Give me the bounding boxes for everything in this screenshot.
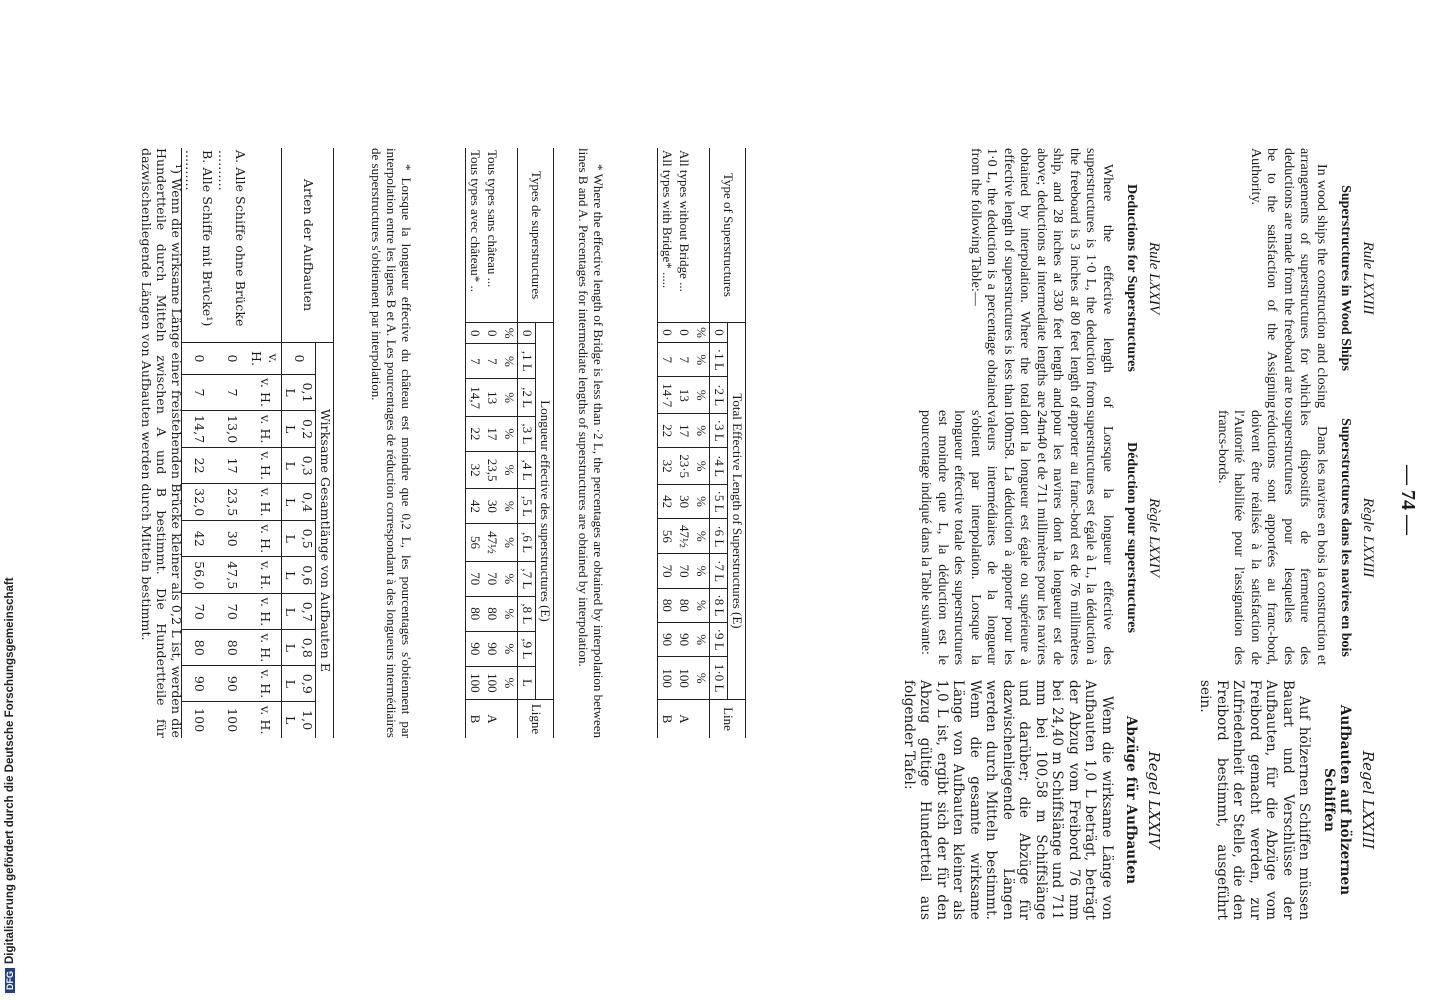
column-header: 0,3 L [282,448,316,484]
cell: 90 [675,623,692,657]
cell: 7 [483,344,500,379]
cell: 13,0 [215,411,248,448]
cell: 32 [658,448,676,485]
column-header: ·2 L [710,377,728,414]
cell: 80 [658,588,676,622]
rule74-french [917,410,1162,665]
cell: 90 [215,666,248,702]
column-header: 0,6 L [282,557,316,594]
rule74-en-number: Rule LXXIV [1146,241,1162,315]
cell: 14,7 [182,411,216,448]
table-de-footnote: ¹) Wenn die wirksame Länge einer freistehenden Brücke kleiner als 0,2 L ist, werden die Hundertteile durch Mitteln zwischen A und B bestimmt. Die Hundertteile für dazwischenliegende Längen von Aufbauten werden durch Mitteln bestimmt. [139,148,184,738]
column-header: 1,0 L [283,710,315,731]
cell: 70 [483,561,500,596]
column-header: ·5 L [710,484,728,518]
rule73-fr-title: Superstructures dans les navires en bois [1338,418,1354,657]
column-header: 0,4 L [282,484,316,521]
unit-cell: % [692,323,710,343]
column-header: 0,7 L [282,594,316,630]
dfg-logo: DFG [5,968,15,993]
rule74-german [901,680,1163,920]
column-header: 0,2 L [282,411,316,448]
table-fr-line-header: Ligne [518,700,554,739]
cell: 100 [659,668,675,688]
table-de-type-header: Arten der Aufbauten [282,148,334,343]
rule73-fr-body: Dans les navires en bois la construction et les dispositifs de fermeture des superstructures pour lesquelles des réductions sont apportées au franc-bord, doivent être réalisés à la satisfaction de l'Autorité habilitée pour l'assignation des francs-bords. [1215,410,1329,665]
cell: 100 [467,673,483,693]
unit-cell: v. H. [248,448,282,484]
cell: 47½ [483,524,500,561]
rule73-german [1197,680,1376,920]
table-fr-footnote: * Lorsque la longueur effective du château est moindre que 0,2 L, les pourcentages s'obtiennent par interpolation entre les lignes B et A. Les pourcentages de réduction correspondant à des longueurs intermédiaires de superstructures s'obtiennent par interpolation. [369,148,414,738]
table-en-type-header: Type of Superstructures [710,148,746,323]
rule74-fr-body: Lorsque la longueur effective des superstructures est égale à L, la déduction à apporter au franc-bord est de 76 millimètres pour les navires dont la longueur est de 24m40 et de 711 millimètres pour les navires dont la longueur est égale ou supérieure à 100m58. La déduction à apporter pour les valeurs intermédiaires de la longueur s'obtient par interpolation. Lorsque la longueur effective totale des superstructures est moindre que L, la déduction est le pourcentage indiqué dans la Table suivante: [918,410,1115,665]
row-label: Tous types avec château* .. [466,148,484,323]
rule73-de-body: Auf hölzernen Schiffen müssen Bauart und Verschlüsse der Aufbauten, für die Abzüge vom Freibord gemacht werden, zur Zufriedenheit der Stelle, die den Freibord bestimmt, ausgeführt sein. [1197,680,1313,920]
unit-cell: % [500,344,518,379]
unit-cell: v. H. [248,343,282,375]
rule73-de-number: Regel LXXIII [1359,750,1377,850]
cell: 32 [466,451,484,488]
cell: 30 [483,489,500,524]
column-header: ·1 L [710,343,728,377]
column-header: ,1 L [518,344,536,379]
column-header: ,4 L [518,451,536,488]
row-label: All types with Bridge* ..... [658,148,676,323]
rule73-de-title: Aufbauten auf hölzernen Schiffen [1321,704,1354,896]
unit-cell: % [500,416,518,451]
cell: 56,0 [182,557,216,594]
rule73-fr-number: Règle LXXIII [1360,497,1376,578]
table-row [483,148,500,738]
column-header: ·9 L [710,623,728,657]
unit-cell: v. H. [248,521,282,557]
cell: 7 [182,375,216,411]
column-header: ·4 L [710,448,728,485]
rule74-fr-title: Déduction pour superstructures [1124,442,1140,633]
table-row [215,148,248,738]
column-header: 1·0 L [711,663,727,693]
table-en-footnote: * Where the effective length of Bridge is less than ·2 L, the percentages are obtained by interpolation between lines B and A. Percentages for intermediate lengths of superstructures are obtained by interpolation. [576,148,606,738]
column-header: ,5 L [518,489,536,524]
row-label: B. Alle Schiffe mit Brücke¹) .......... [182,148,216,343]
row-label: All types without Bridge ... [675,148,692,323]
unit-cell: % [692,588,710,622]
rule74-fr-number: Règle LXXIV [1146,498,1162,577]
digitization-credit-text: Digitalisierung gefördert durch die Deutsche Forschungsgemeinschaft [4,577,16,964]
column-header: ·7 L [710,554,728,588]
cell: 80 [182,630,216,666]
cell: 100 [224,708,240,733]
cell: 22 [658,414,676,448]
cell: 47,5 [215,557,248,594]
rule73-en-title: Superstructures in Wood Ships [1338,185,1354,371]
cell: 70 [675,554,692,588]
table-row [675,148,692,738]
unit-cell: % [692,414,710,448]
column-header: 0,8 L [282,630,316,666]
cell: 14,7 [466,379,484,416]
column-header: 0,1 L [282,375,316,411]
column-header: ,9 L [518,631,536,666]
column-header: 0 [710,323,728,343]
cell: 17 [215,448,248,484]
unit-cell: % [501,677,517,689]
cell: 7 [215,375,248,411]
cell: 90 [483,631,500,666]
cell: 42 [466,489,484,524]
column-header: ·6 L [710,519,728,554]
column-header: 0,5 L [282,521,316,557]
cell: 23·5 [675,448,692,485]
table-fr-group-header: Longueur effective des superstructures (E) [536,323,554,700]
cell: 17 [675,414,692,448]
unit-cell: % [500,489,518,524]
cell: 56 [658,519,676,554]
row-label: A. Alle Schiffe ohne Brücke .......... [215,148,248,343]
table-de-group-header: Wirksame Gesamtlänge von Aufbauten E [316,343,334,739]
rule74-en-title: Deductions for Superstructures [1124,184,1140,372]
column-header: ·3 L [710,414,728,448]
cell: 70 [182,594,216,630]
cell: 13 [675,377,692,414]
cell: 13 [483,379,500,416]
unit-cell: % [693,672,709,684]
unit-cell: % [692,448,710,485]
unit-cell: % [692,484,710,518]
table-row [658,148,676,738]
cell: 30 [675,484,692,518]
cell: 100 [484,673,500,693]
column-header: ·8 L [710,588,728,622]
cell: 32,0 [182,484,216,521]
cell: 14·7 [658,377,676,414]
unit-cell: v. H. [257,705,273,735]
table-german [181,148,334,738]
cell: 7 [675,343,692,377]
rule74-english [967,148,1163,408]
column-header: ,2 L [518,379,536,416]
table-fr-unit-row [500,148,518,738]
rule73-en-body: In wood ships the construction and closing arrangements of superstructures for which deductions are made from the freeboard are to be to the satisfaction of the Assigning Authority. [1248,148,1329,408]
column-header: 0,9 L [282,666,316,702]
unit-cell: % [500,451,518,488]
unit-cell: % [500,596,518,631]
rule73-french [1214,410,1377,665]
rule74-de-title: Abzüge für Aufbauten [1123,715,1140,885]
cell: 42 [658,484,676,518]
unit-cell: % [500,631,518,666]
column-header: L [519,678,535,687]
table-row [466,148,484,738]
column-header: ,3 L [518,416,536,451]
cell: 90 [466,631,484,666]
table-english [657,148,746,738]
unit-cell: % [692,377,710,414]
cell: 80 [466,596,484,631]
unit-cell: v. H. [248,594,282,630]
table-en-group-header: Total Effective Length of Superstructures (E) [728,323,746,700]
cell: 7 [658,343,676,377]
rule73-english [1247,148,1377,408]
cell: 22 [466,416,484,451]
cell: 80 [675,588,692,622]
unit-cell: v. H. [248,630,282,666]
cell: 70 [658,554,676,588]
unit-cell: % [500,561,518,596]
column-header: 0 [282,343,316,375]
unit-cell: v. H. [248,411,282,448]
unit-cell: % [500,379,518,416]
line-cell: B [658,700,676,739]
unit-cell: v. H. [248,666,282,702]
cell: 100 [676,668,692,688]
column-header: ,7 L [518,561,536,596]
unit-cell: % [692,623,710,657]
rule74-de-number: Regel LXXIV [1145,751,1163,849]
cell: 56 [466,524,484,561]
cell: 17 [483,416,500,451]
cell: 7 [466,344,484,379]
cell: 0 [483,323,500,344]
table-de-unit-row [248,148,282,738]
table-en-line-header: Line [710,700,746,739]
unit-cell: v. H. [248,484,282,521]
unit-cell: v. H. [248,375,282,411]
cell: 100 [191,708,207,733]
cell: 90 [658,623,676,657]
line-cell: A [483,700,500,739]
cell: 22 [182,448,216,484]
cell: 0 [215,343,248,375]
table-row [182,148,216,738]
cell: 0 [658,323,676,343]
unit-cell: % [692,519,710,554]
unit-cell: % [692,554,710,588]
column-header: ,6 L [518,524,536,561]
unit-cell: % [692,343,710,377]
rule74-de-body: Wenn die wirksame Länge von Aufbauten 1,0 L beträgt, beträgt der Abzug vom Freibord 76 mm bei 24,40 m Schiffslänge und 711 mm bei 100,58 m Schiffslänge und darüber; die Abzüge für dazwischenliegende Längen werden durch Mitteln bestimmt. Wenn die gesamte wirksame Länge von Aufbauten kleiner als 1,0 L ist, ergibt sich der für den Abzug gültige Hundertteil aus folgender Tafel: [901,680,1115,920]
unit-cell: v. H. [248,557,282,594]
rule74-en-body: Where the effective length of superstructures is 1·0 L, the deduction from the freeboard is 3 inches at 80 feet length of ship, and 28 inches at 330 feet length and above; deductions at intermediate lengths are obtained by interpolation. Where the total effective length of superstructures is less than 1·0 L, the deduction is a percentage obtained from the following Table:— [968,148,1115,408]
cell: 70 [215,594,248,630]
cell: 80 [483,596,500,631]
row-label: Tous types sans château ... [483,148,500,323]
page-number: — 74 — [1397,465,1419,535]
cell: 0 [182,343,216,375]
cell: 90 [182,666,216,702]
line-cell: B [466,700,484,739]
cell: 0 [466,323,484,344]
unit-cell: % [500,323,518,344]
cell: 23,5 [483,451,500,488]
cell: 30 [215,521,248,557]
table-fr-type-header: Types de superstructures [518,148,554,323]
rule73-en-number: Rule LXXIII [1360,241,1376,315]
cell: 80 [215,630,248,666]
cell: 0 [675,323,692,343]
column-header: 0 [518,323,536,344]
cell: 47½ [675,519,692,554]
digitization-sidebar [0,0,22,1000]
table-french [465,148,554,738]
column-header: ,8 L [518,596,536,631]
cell: 23,5 [215,484,248,521]
unit-cell: % [500,524,518,561]
line-cell: A [675,700,692,739]
cell: 42 [182,521,216,557]
table-en-unit-row [692,148,710,738]
digitization-credit [4,0,16,993]
cell: 70 [466,561,484,596]
